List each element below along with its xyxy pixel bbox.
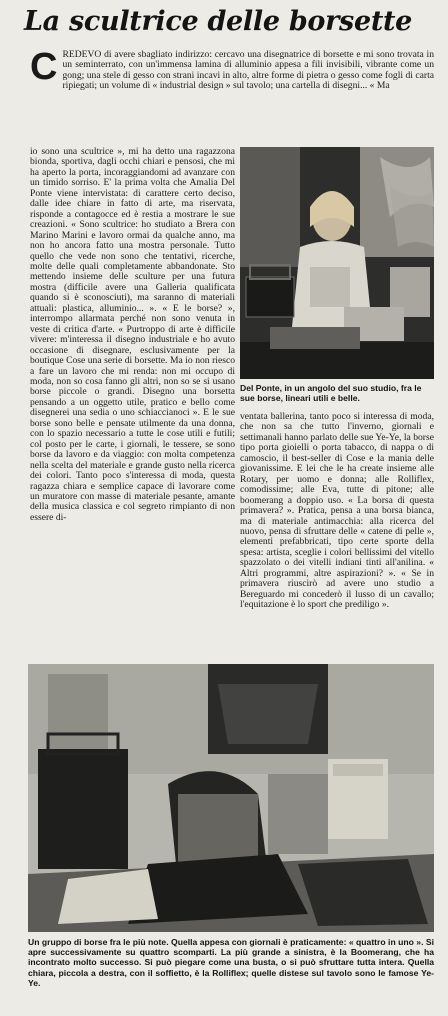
intro-text: REDEVO di avere sbagliato indirizzo: cercavo una disegnatrice di borsette e mi sono trovata in un seminterrato, con un'immensa lamina di alluminio appesa a fili invisibili, vibrante come un gong; una stele di gesso con strani incavi in alto, altre forme di pietra o gesso come fogli di carta ripiegati; un volume di « industrial design » sul tavolo; una cartella di disegni... « Ma [62, 50, 434, 92]
left-column-text [30, 147, 235, 657]
drop-cap: C [30, 50, 58, 88]
left-column-paragraph: io sono una scultrice », mi ha detto una ragazzona bionda, sportiva, dagli occhi chiari e pensosi, che mi ha aperto la porta, incoraggiandomi ad avanzare con un timido sorriso. E' la prima volta che Amalia Del Ponte viene intervistata: di carattere certo deciso, dalle idee chiare in fatto di arte, ma riservata, risponde a contagocce ed è restia a mostrare le sue creazioni. « Sono scultrice: ho studiato a Brera con Marino Marini e lavoro ormai da qualche anno, ma non ho ancora fatto una mostra personale. Tutto quello che vede non sono che tentativi, ricerche, molte delle quali completamente abbandonate. Sto mettendo insieme delle sculture per una futura mostra (difficile avere una Galleria qualificata quando si è sconosciuti), ma saranno di materiali attuali: plastica, alluminio... ». « E le borse? », interrompo allarmata perché non sono venuta in veste di critica d'arte. « Purtroppo di arte è difficile vivere: m'interessa il disegno industriale e ho avuto occasione di disegnare, esclusivamente per la boutique Cose una serie di borsette. Ma io non riesco a fare un lavoro che mi renda: non mi occupo di moda, non so cosa fanno gli altri, non so se si usano borse piccole o grandi. Disegno una borsetta pensando a un oggetto utile, pratico e bello come disegnerei una sedia o uno schiaccianoci ». E le sue borse sono belle e pensate utilmente da una donna, con lo spazio necessario a tutte le cose utili e futili; col posto per le carte, i giornali, le tessere, se sono borse da lavoro e da viaggio: con molta competenza nella scelta del materiale e grande gusto nella ricerca dei colori. Tanto poco s'interessa di moda, questa ragazza chiara e semplice capace di lavorare come un muratore con masse di materiale pesante, amante della musica classica e col segreto rimpianto di non essere di- [30, 147, 235, 523]
studio-portrait-photo [240, 147, 434, 379]
bottom-photo-caption: Un gruppo di borse fra le più note. Quella appesa con giornali è praticamente: « quattro in uno ». Si apre successivamente su quattro scomparti. La più grande a sinistra, è la Boomerang, che ha incontrato molto successo. Si può piegare come una busta, o si può sfruttare tutta intera. Quella chiara, piccola a destra, con il soffietto, è la Rolliflex; quelle distese sul tavolo sono le famose Ye-Ye. [28, 937, 434, 988]
intro-paragraph [30, 50, 434, 145]
handbags-group-photo [28, 664, 434, 932]
right-column-text [240, 412, 434, 657]
right-column-paragraph: ventata ballerina, tanto poco si interessa di moda, che non sa che tutto l'inverno, giornali e settimanali hanno parlato delle sue Ye-Ye, la borse tipo porta gioielli o porta tabacco, di nappa o di camoscio, il best-seller di Cose e la mania delle giovanissime. E lei che le ha create insieme alle Rotary, per uomo e donna; alle Rolliflex, comodissime; alle Eva, tutte di pitone; alle boomerang a doppio uso. « La borsa di questa primavera? ». Pratica, pensa a una borsa bianca, ma di materiale antimacchia: alla ricerca del nuovo, pensa di sfruttare delle « catene di pelle », elementi prefabbricati, tipo certe sporte della spesa: artista, sceglie i colori bellissimi del vitello spazzolato o dei vitelli indiani tinti all'anilina. « Altri programmi, altre aspirazioni? ». « Se in primavera riuscirò ad avere uno studio a Bereguardo mi concederò il lusso di un cavallo; l'equitazione è lo sport che prediligo ». [240, 412, 434, 611]
top-photo-caption: Del Ponte, in un angolo del suo studio, fra le sue borse, lineari utili e belle. [240, 383, 422, 403]
handbags-photo-illustration [28, 664, 434, 932]
studio-photo-illustration [240, 147, 434, 379]
article-title: La scultrice delle borsette [24, 6, 413, 37]
